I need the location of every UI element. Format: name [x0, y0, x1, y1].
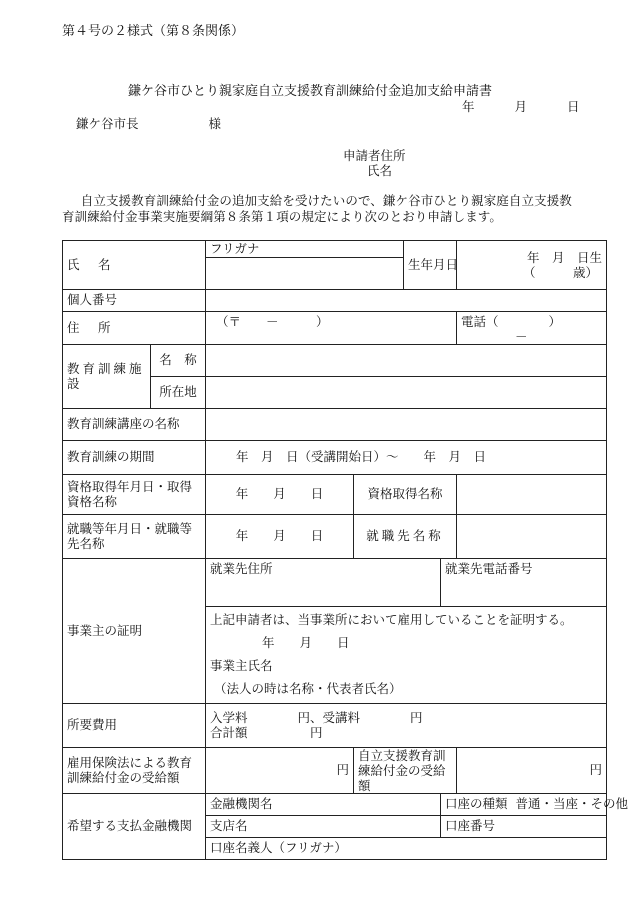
- name-label: 氏 名: [63, 241, 206, 290]
- employer-owner-label: 事業主氏名: [210, 657, 273, 673]
- date-year: 年: [462, 99, 475, 114]
- addressee-name: 鎌ケ谷市長: [76, 116, 139, 131]
- qualification-label: 資格取得年月日・取得資格名称: [63, 474, 206, 514]
- applicant-address-label: 申請者住所: [343, 148, 406, 163]
- employment-date-field[interactable]: 年 月 日: [206, 514, 354, 558]
- cost-label: 所要費用: [63, 703, 206, 747]
- self-support-amount-field[interactable]: 円: [457, 747, 607, 793]
- name-field[interactable]: [206, 257, 404, 289]
- course-name-label: 教育訓練講座の名称: [63, 408, 206, 440]
- phone-dash: －: [515, 328, 528, 344]
- account-type-label: 口座の種類: [445, 796, 508, 812]
- account-number-field[interactable]: 口座番号: [441, 815, 607, 837]
- employment-label: 就職等年月日・就職等先名称: [63, 514, 206, 558]
- honorific: 様: [208, 116, 222, 131]
- period-label: 教育訓練の期間: [63, 440, 206, 474]
- dob-field[interactable]: [457, 241, 607, 290]
- facility-location-field[interactable]: [206, 376, 607, 408]
- postal-code-value: （〒 － ）: [216, 313, 329, 329]
- employer-certificate-block[interactable]: [206, 606, 607, 703]
- employer-name-field[interactable]: [457, 514, 607, 558]
- phone-label: 電話（ ）: [461, 313, 562, 329]
- account-type-options: 普通・当座・その他: [515, 796, 629, 812]
- date-day: 日: [566, 99, 580, 114]
- form-number: 第４号の２様式（第８条関係）: [62, 24, 245, 39]
- application-statement: 自立支援教育訓練給付金の追加支給を受けたいので、鎌ケ谷市ひとり親家庭自立支援教育訓練給付金事業実施要綱第８条第１項の規定により次のとおり申請します。: [62, 193, 572, 224]
- bank-label: 希望する支払金融機関: [63, 793, 206, 859]
- phone-field[interactable]: [457, 311, 607, 344]
- personal-number-field[interactable]: [206, 289, 607, 311]
- facility-location-label: 所在地: [151, 376, 206, 408]
- application-form-table: [62, 240, 629, 860]
- application-date: [462, 99, 579, 115]
- facility-name-label: 名 称: [151, 344, 206, 376]
- cert-statement: 上記申請者は、当事業所において雇用していることを証明する。: [210, 611, 573, 627]
- employment-insurance-amount-field[interactable]: 円: [206, 747, 354, 793]
- applicant-name-label: 氏名: [367, 163, 393, 178]
- period-field[interactable]: [206, 440, 607, 474]
- account-holder-field[interactable]: 口座名義人（フリガナ）: [206, 837, 607, 859]
- furigana-field[interactable]: フリガナ: [206, 241, 404, 258]
- facility-name-field[interactable]: [206, 344, 607, 376]
- branch-name-field[interactable]: 支店名: [206, 815, 441, 837]
- address-field[interactable]: [206, 311, 457, 344]
- facility-label: 教育訓練施設: [63, 344, 151, 408]
- bank-name-field[interactable]: 金融機関名: [206, 793, 441, 815]
- cost-line-entry: 入学料 円、受講料 円: [210, 710, 423, 726]
- period-value: 年 月 日（受講開始日）～ 年 月 日: [236, 449, 487, 465]
- qualification-name-label: 資格取得名称: [354, 474, 457, 514]
- dob-value: 年 月 日生: [527, 249, 603, 265]
- address-label: 住 所: [63, 311, 206, 344]
- cost-field[interactable]: [206, 703, 607, 747]
- qualification-name-field[interactable]: [457, 474, 607, 514]
- date-month: 月: [514, 99, 527, 114]
- cost-line-total: 合計額 円: [210, 725, 323, 741]
- self-support-label: 自立支援教育訓練給付金の受給額: [354, 747, 457, 793]
- form-title: 鎌ケ谷市ひとり親家庭自立支援教育訓練給付金追加支給申請書: [128, 84, 493, 99]
- cert-date: 年 月 日: [262, 634, 350, 650]
- employer-cert-label: 事業主の証明: [63, 558, 206, 703]
- employer-name-label: 就職先名称: [354, 514, 457, 558]
- employer-phone-field[interactable]: 就業先電話番号: [441, 558, 607, 606]
- employer-owner-note: （法人の時は名称・代表者氏名）: [214, 680, 402, 696]
- dob-label: 生年月日: [404, 241, 457, 290]
- account-type-field[interactable]: [441, 793, 629, 815]
- addressee: [76, 116, 221, 132]
- employment-insurance-label: 雇用保険法による教育訓練給付金の受給額: [63, 747, 206, 793]
- personal-number-label: 個人番号: [63, 289, 206, 311]
- employer-address-field[interactable]: 就業先住所: [206, 558, 441, 606]
- age-value: （ 歳）: [523, 264, 599, 280]
- qualification-date-field[interactable]: 年 月 日: [206, 474, 354, 514]
- course-name-field[interactable]: [206, 408, 607, 440]
